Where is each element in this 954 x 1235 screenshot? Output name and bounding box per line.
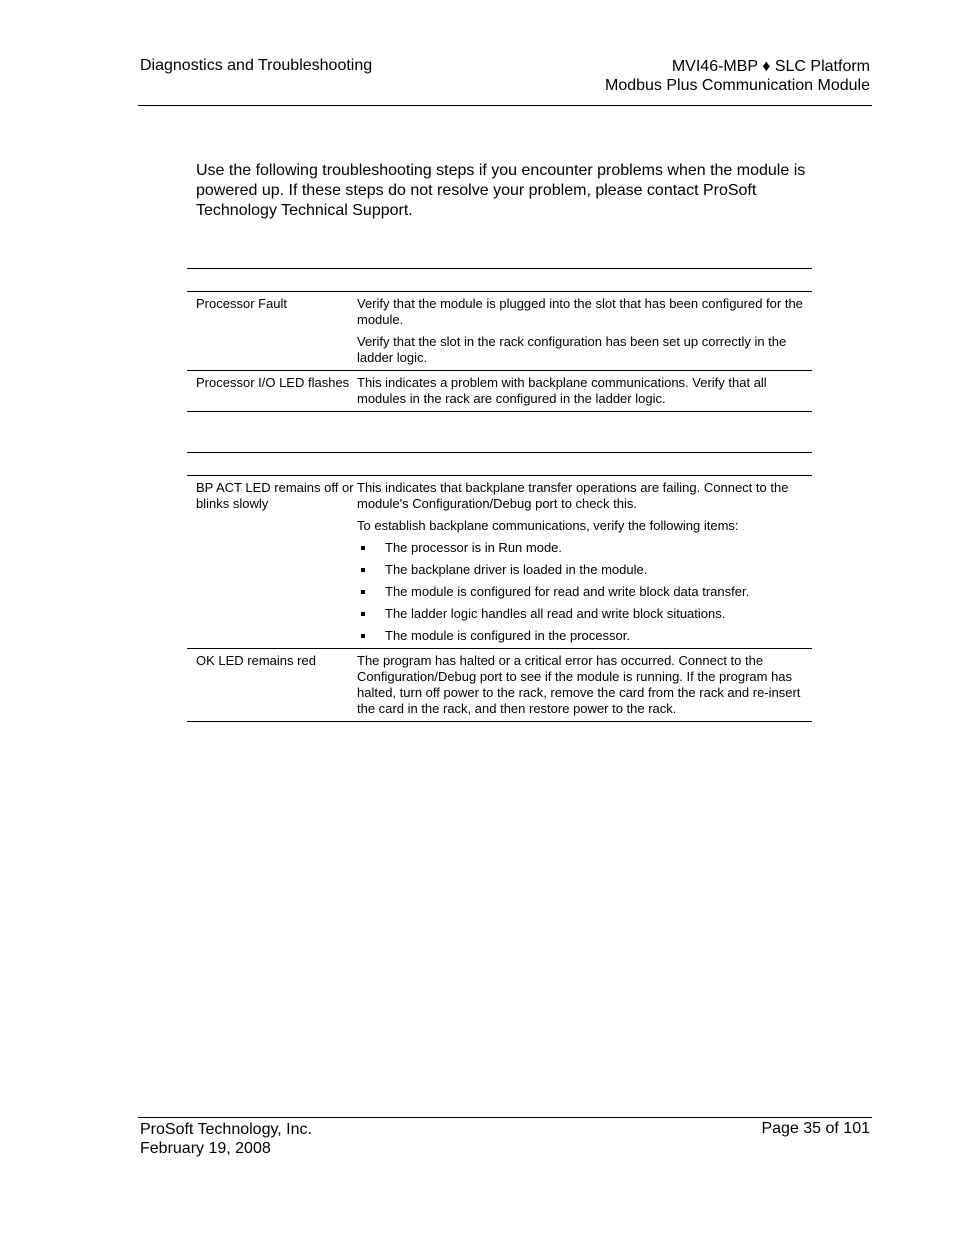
footer-page-number: Page 35 of 101 — [761, 1120, 870, 1137]
solution-text: Verify that the slot in the rack configuration has been set up correctly in the ladder logic. — [357, 334, 787, 365]
footer-date: February 19, 2008 — [140, 1140, 271, 1157]
list-item — [357, 628, 804, 644]
problem-cell: OK LED remains red — [187, 649, 357, 722]
bullet-square-icon — [361, 634, 365, 638]
list-item-text: The ladder logic handles all read and write block situations. — [385, 606, 726, 621]
table-header-cell-solution — [357, 453, 812, 476]
troubleshooting-table-module — [187, 452, 812, 722]
header-section-title: Diagnostics and Troubleshooting — [140, 57, 373, 74]
solution-cell — [357, 371, 812, 412]
list-item — [357, 562, 804, 578]
solution-text: To establish backplane communications, verify the following items: — [357, 518, 739, 533]
bullet-square-icon — [361, 568, 365, 572]
troubleshooting-table-processor — [187, 268, 812, 412]
problem-cell: Processor I/O LED flashes — [187, 371, 357, 412]
list-item-text: The backplane driver is loaded in the module. — [385, 562, 648, 577]
table-header-row — [187, 453, 812, 476]
table-row — [187, 649, 812, 722]
intro-paragraph: Use the following troubleshooting steps if you encounter problems when the module is powered up. If these steps do not resolve your problem, please contact ProSoft Technology Technical Support. — [196, 162, 806, 219]
problem-cell: Processor Fault — [187, 292, 357, 371]
checklist — [357, 540, 804, 644]
solution-text: This indicates a problem with backplane communications. Verify that all modules in the rack are configured in the ladder logic. — [357, 375, 767, 406]
problem-cell: BP ACT LED remains off or blinks slowly — [187, 476, 357, 649]
table-row — [187, 371, 812, 412]
table-header-cell-solution — [357, 269, 812, 292]
bullet-square-icon — [361, 590, 365, 594]
table-row — [187, 292, 812, 371]
solution-cell — [357, 476, 812, 649]
solution-cell — [357, 649, 812, 722]
solution-text: The program has halted or a critical error has occurred. Connect to the Configuration/Debug port to see if the module is running. If the program has halted, turn off power to the rack, remove the card from the rack and re-insert the card in the rack, and then restore power to the rack. — [357, 653, 801, 716]
header-product-line1: MVI46-MBP ♦ SLC Platform — [671, 58, 870, 75]
list-item — [357, 584, 804, 600]
list-item-text: The module is configured in the processor. — [385, 628, 630, 643]
header-product — [605, 57, 870, 95]
header-product-line2: Modbus Plus Communication Module — [604, 77, 870, 94]
solution-cell — [357, 292, 812, 371]
solution-text: This indicates that backplane transfer operations are failing. Connect to the module's Configuration/Debug port to check this. — [357, 480, 789, 511]
bullet-square-icon — [361, 612, 365, 616]
table-row — [187, 476, 812, 649]
solution-text: Verify that the module is plugged into the slot that has been configured for the module. — [357, 296, 803, 327]
list-item-text: The module is configured for read and write block data transfer. — [385, 584, 750, 599]
footer-left — [140, 1120, 312, 1158]
list-item — [357, 606, 804, 622]
footer-company: ProSoft Technology, Inc. — [140, 1121, 312, 1138]
list-item — [357, 540, 804, 556]
header-divider — [138, 105, 872, 106]
table-header-row — [187, 269, 812, 292]
bullet-square-icon — [361, 546, 365, 550]
footer-divider — [138, 1117, 872, 1118]
list-item-text: The processor is in Run mode. — [385, 540, 563, 555]
table-header-cell-problem — [187, 269, 357, 292]
table-header-cell-problem — [187, 453, 357, 476]
